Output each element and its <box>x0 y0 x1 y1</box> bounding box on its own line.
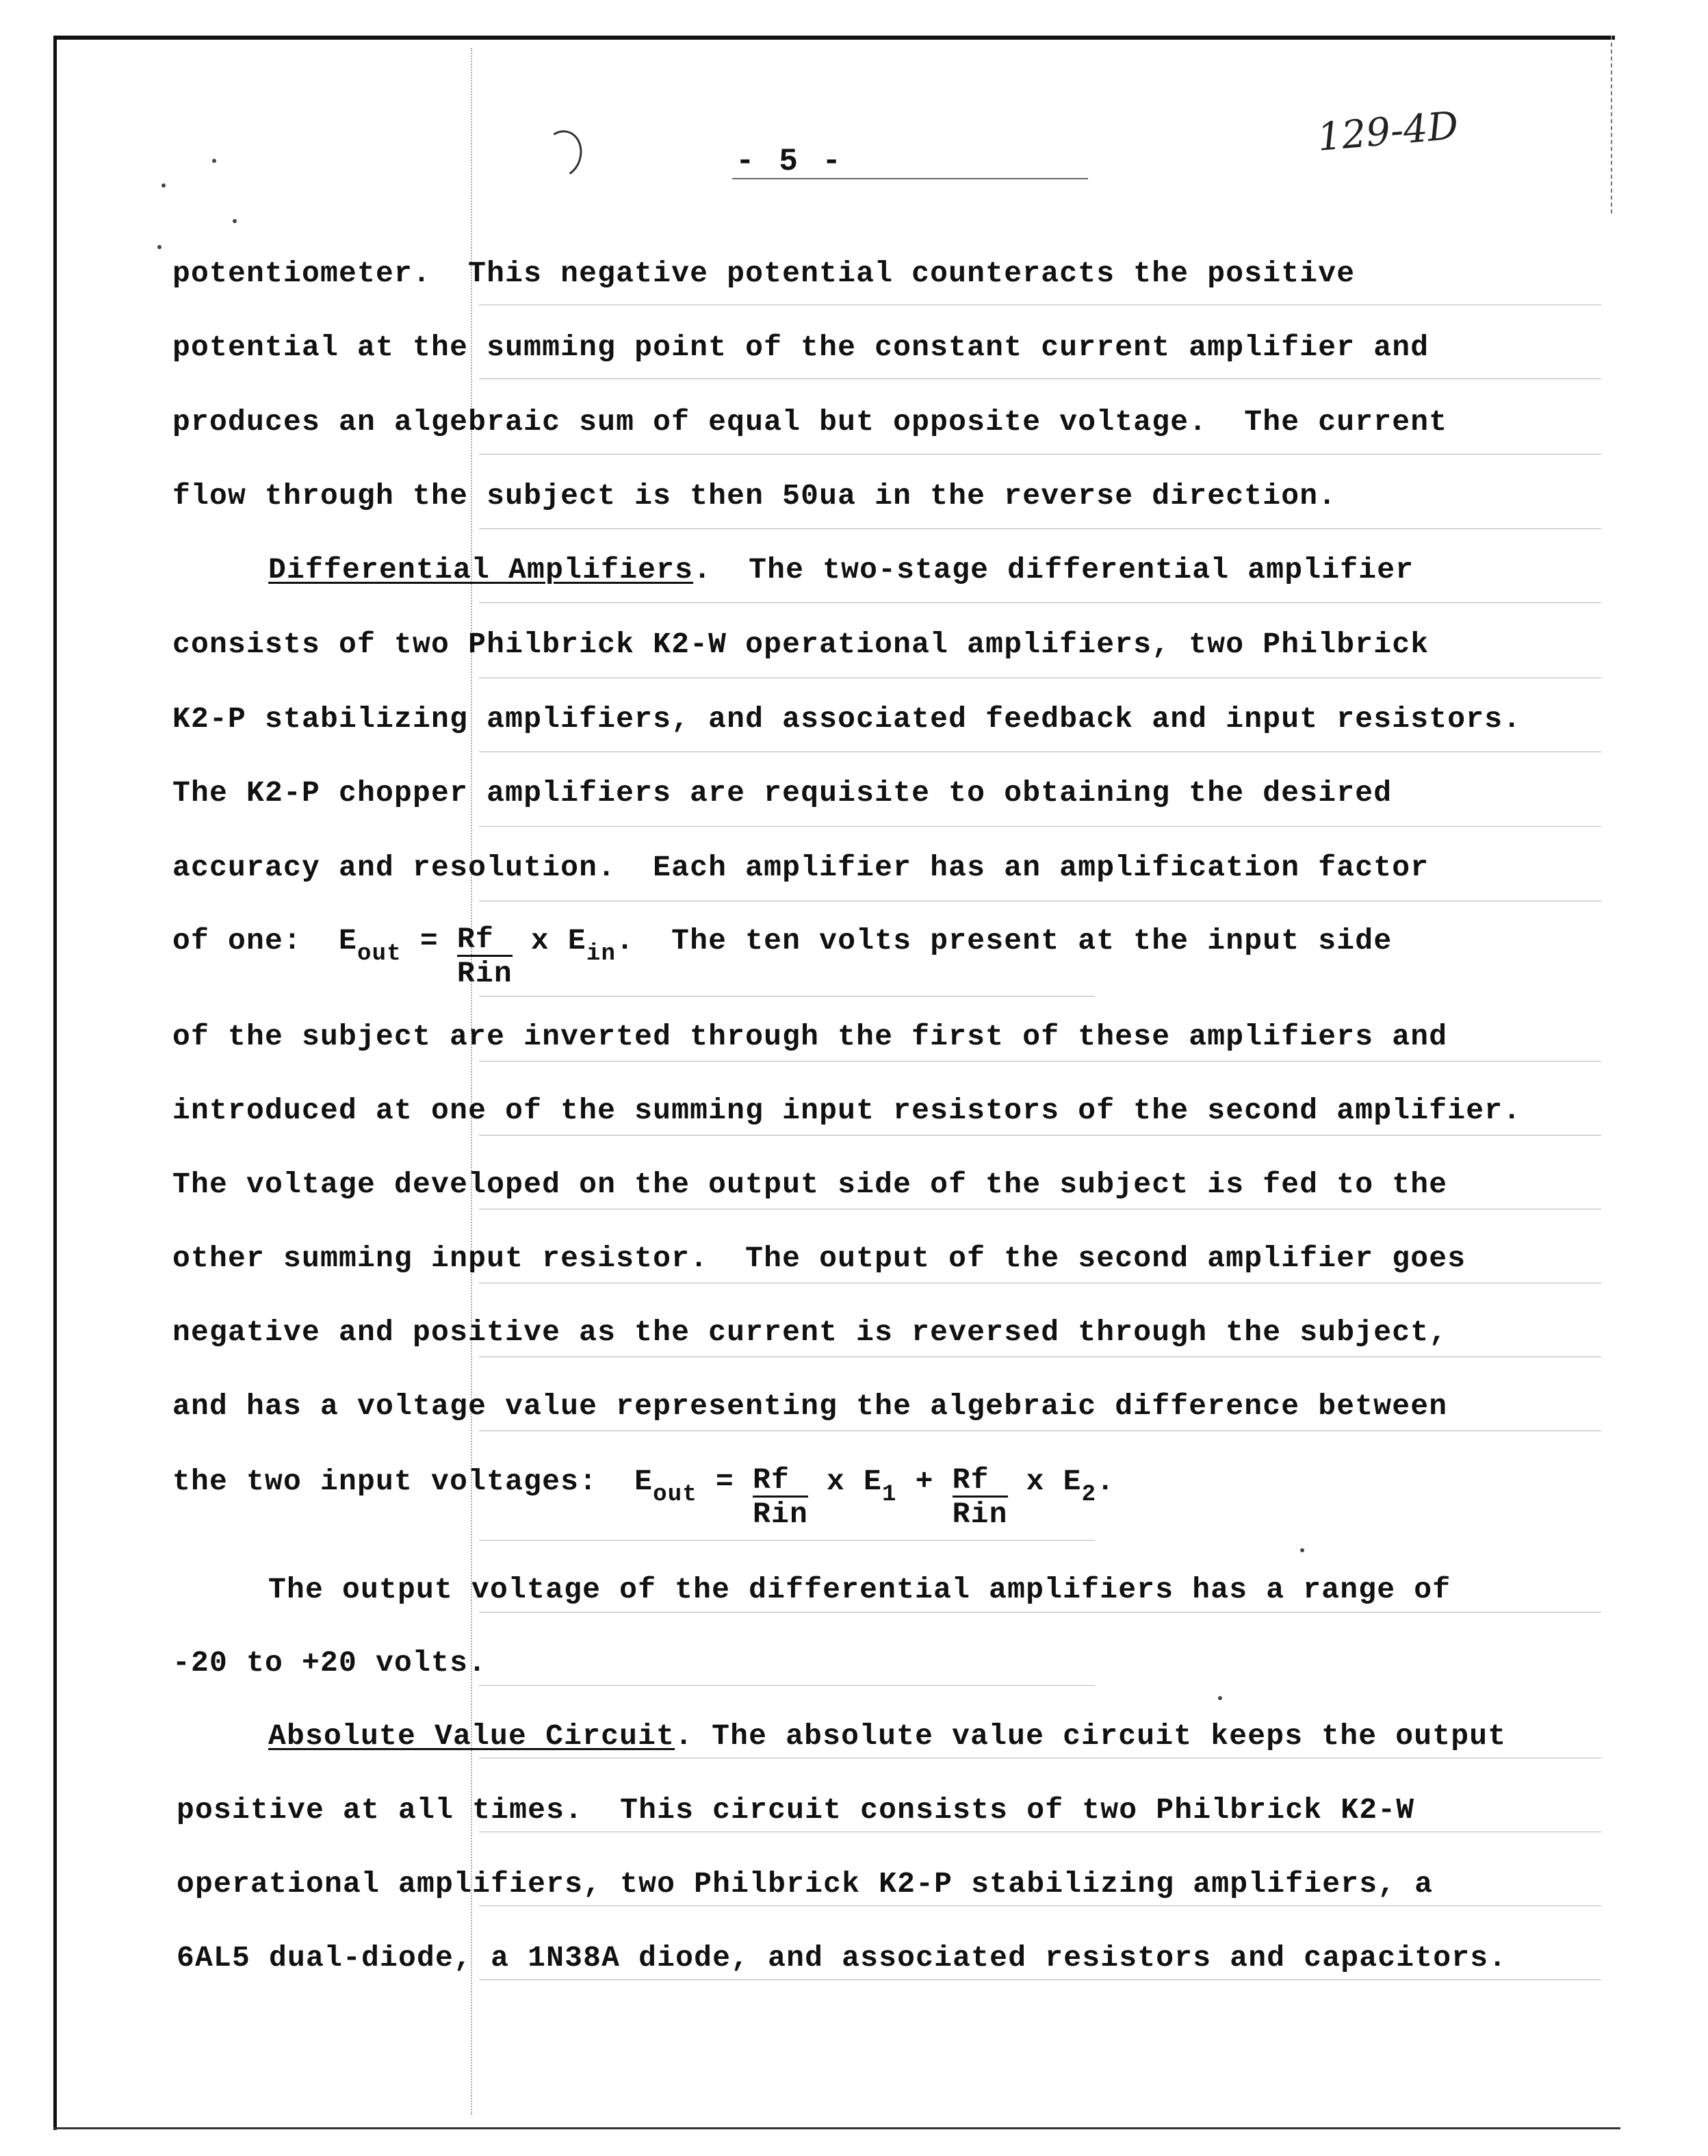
fraction-denominator: Rin <box>456 957 513 991</box>
page-number-rule <box>732 178 1088 179</box>
page-number: - 5 - <box>736 144 844 179</box>
formula-text: the two input voltages: E <box>172 1465 654 1498</box>
ruled-line <box>479 826 1601 827</box>
fraction-numerator: Rf <box>457 924 513 957</box>
page-border-right <box>1609 36 1612 214</box>
text-line: introduced at one of the summing input resistors of the second amplifier. <box>172 1094 1522 1127</box>
text-line: consists of two Philbrick K2-W operational amplifiers, two Philbrick <box>172 628 1429 661</box>
ruled-line <box>479 378 1601 379</box>
text-line: produces an algebraic sum of equal but opposite voltage. The current <box>172 405 1448 439</box>
fraction-numerator: Rf <box>953 1465 1008 1498</box>
formula-text: . <box>1096 1465 1115 1498</box>
text-line: K2-P stabilizing amplifiers, and associated feedback and input resistors. <box>172 702 1522 736</box>
speck <box>161 183 166 188</box>
formula-text: of one: E <box>172 924 358 958</box>
fraction <box>753 1465 808 1530</box>
formula-text: = <box>697 1465 753 1498</box>
ruled-line <box>479 1061 1601 1062</box>
ruled-line <box>479 996 1095 997</box>
fraction <box>953 1465 1008 1530</box>
ruled-line <box>479 1979 1601 1980</box>
page-border-bottom <box>53 2127 1620 2129</box>
text-line: and has a voltage value representing the algebraic difference between <box>172 1389 1448 1423</box>
formula-text: x E <box>512 924 586 958</box>
formula-text: + <box>896 1465 953 1498</box>
formula-line-1 <box>172 924 1392 989</box>
ruled-line <box>479 528 1601 529</box>
fraction-denominator: Rin <box>752 1498 808 1532</box>
formula-text: x E <box>1007 1465 1082 1498</box>
speck <box>1218 1696 1222 1700</box>
fraction <box>457 924 513 989</box>
speck <box>157 245 161 249</box>
fraction-denominator: Rin <box>952 1498 1008 1532</box>
ruled-line <box>479 1540 1095 1541</box>
formula-subscript: 1 <box>881 1482 897 1508</box>
text-line: negative and positive as the current is reversed through the subject, <box>172 1316 1448 1349</box>
text-line: of the subject are inverted through the first of these amplifiers and <box>172 1020 1448 1053</box>
text-line: 6AL5 dual-diode, a 1N38A diode, and associated resistors and capacitors. <box>177 1941 1508 1975</box>
ruled-line <box>479 1685 1095 1686</box>
section-first-line-text: . The two-stage differential amplifier <box>693 553 1414 587</box>
formula-text: . The ten volts present at the input side <box>616 924 1393 958</box>
text-line: potentiometer. This negative potential counteracts the positive <box>172 257 1356 290</box>
text-line: The voltage developed on the output side of the subject is fed to the <box>172 1168 1448 1201</box>
formula-line-2 <box>172 1465 1115 1530</box>
text-line: other summing input resistor. The output of the second amplifier goes <box>172 1242 1466 1275</box>
text-line: The output voltage of the differential amplifiers has a range of <box>268 1573 1451 1606</box>
formula-subscript: in <box>586 941 617 967</box>
text-line: accuracy and resolution. Each amplifier has an amplification factor <box>172 851 1429 884</box>
speck <box>1300 1548 1304 1552</box>
ruled-line <box>479 1430 1601 1431</box>
formula-subscript: 2 <box>1081 1482 1097 1508</box>
text-line: -20 to +20 volts. <box>172 1646 487 1680</box>
speck <box>233 219 237 223</box>
formula-subscript: out <box>653 1482 697 1508</box>
fraction-numerator: Rf <box>753 1465 808 1498</box>
section-first-line <box>268 1719 1506 1753</box>
ruled-line <box>479 1905 1601 1906</box>
text-line: operational amplifiers, two Philbrick K2-P stabilizing amplifiers, a <box>177 1867 1434 1901</box>
formula-subscript: out <box>357 941 402 967</box>
page-border-left <box>53 36 57 2130</box>
ruled-line <box>479 1612 1601 1613</box>
formula-text: x E <box>807 1465 882 1498</box>
section-heading-differential: Differential Amplifiers <box>268 553 694 587</box>
section-first-line-text: . The absolute value circuit keeps the output <box>675 1719 1507 1753</box>
section-first-line <box>268 553 1414 587</box>
speck <box>212 159 216 163</box>
handwritten-doc-ref: 129-4D <box>1315 103 1460 160</box>
section-heading-absolute: Absolute Value Circuit <box>268 1719 675 1753</box>
text-line: positive at all times. This circuit consists of two Philbrick K2-W <box>177 1793 1415 1827</box>
text-line: potential at the summing point of the constant current amplifier and <box>172 331 1429 364</box>
text-line: The K2-P chopper amplifiers are requisite to obtaining the desired <box>172 776 1393 810</box>
page-border-top <box>55 36 1615 40</box>
formula-text: = <box>401 924 457 958</box>
stray-pen-mark <box>536 126 587 183</box>
text-line: flow through the subject is then 50ua in the reverse direction. <box>172 479 1337 513</box>
ruled-line <box>479 602 1601 603</box>
